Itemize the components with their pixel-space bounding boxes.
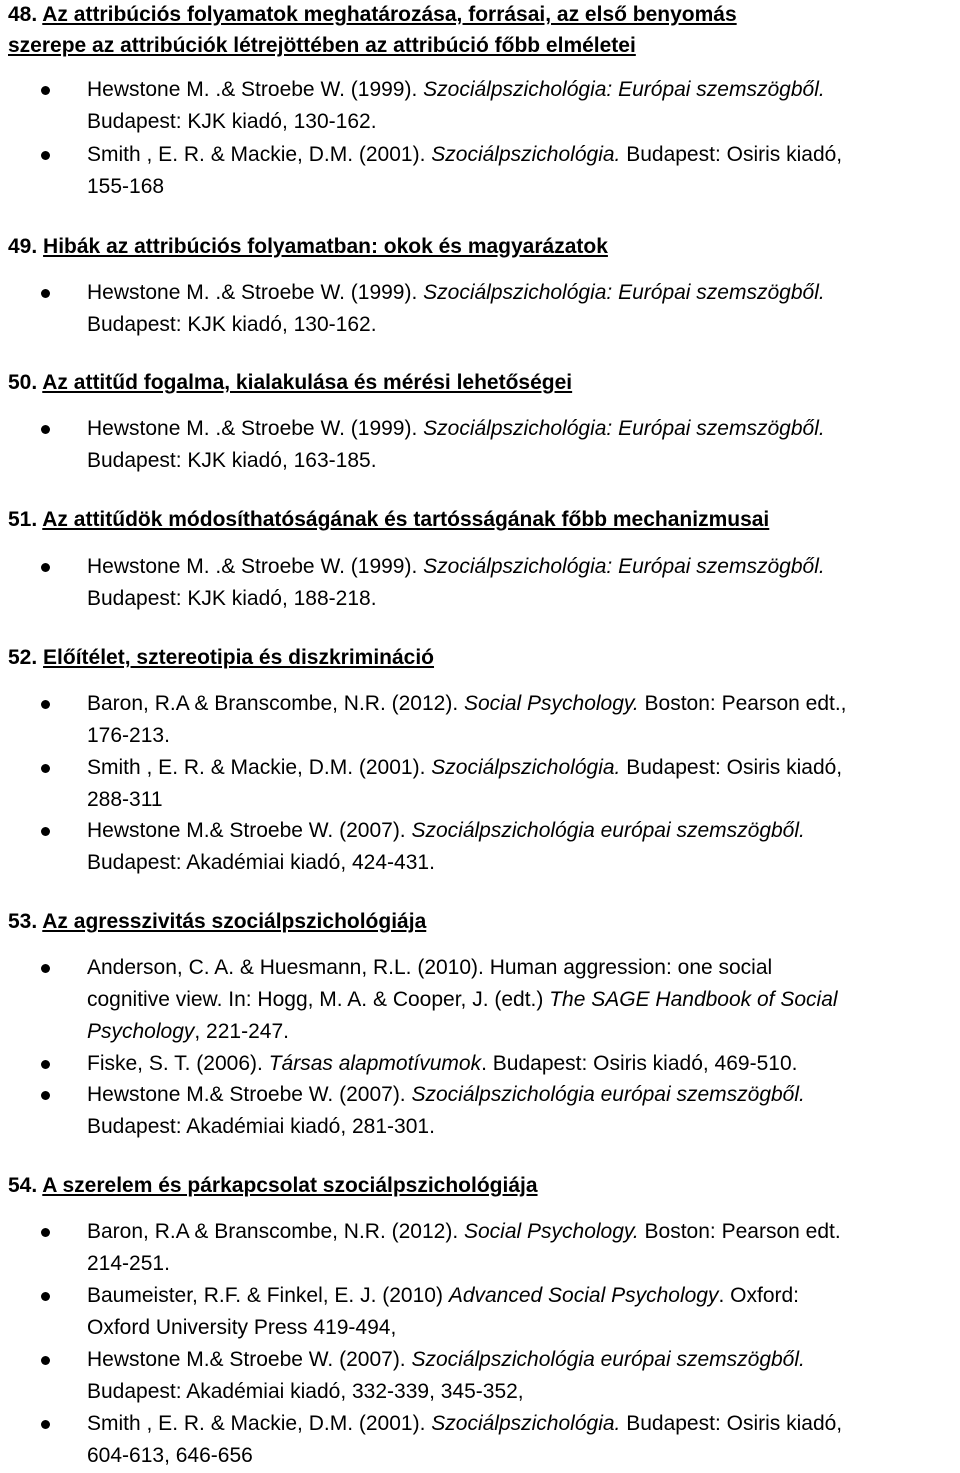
section-title-line2: szerepe az attribúciók létrejöttében az attribúció főbb elméletei [8, 34, 636, 57]
reference-text: Hewstone M.& Stroebe W. (2007). Szociálpszichológia európai szemszögből. Budapest: Akadémiai kiadó, 281-301. [87, 1083, 805, 1138]
section-title: Az attitűdök módosíthatóságának és tartósságának főbb mechanizmusai [42, 508, 770, 531]
section-number: 50. [8, 371, 38, 394]
bullet-icon [41, 764, 50, 773]
bullet-icon [41, 964, 50, 973]
bullet-icon [41, 1420, 50, 1429]
reference-text: Smith , E. R. & Mackie, D.M. (2001). Szociálpszichológia. Budapest: Osiris kiadó, 155-168 [87, 143, 843, 198]
section-heading [8, 0, 737, 30]
reference-text: Baron, R.A & Branscombe, N.R. (2012). Social Psychology. Boston: Pearson edt. 214-251. [87, 1220, 841, 1275]
section-title: Hibák az attribúciós folyamatban: okok és magyarázatok [43, 235, 608, 258]
reference-text: Smith , E. R. & Mackie, D.M. (2001). Szociálpszichológia. Budapest: Osiris kiadó, 288-311 [87, 756, 843, 811]
bullet-icon [41, 827, 50, 836]
reference-text: Baumeister, R.F. & Finkel, E. J. (2010) Advanced Social Psychology. Oxford: Oxford University Press 419-494, [87, 1284, 800, 1339]
reference-text: Baron, R.A & Branscombe, N.R. (2012). Social Psychology. Boston: Pearson edt., 176-213. [87, 692, 847, 747]
reference-text: Hewstone M.& Stroebe W. (2007). Szociálpszichológia európai szemszögből. Budapest: Akadémiai kiadó, 424-431. [87, 819, 805, 874]
bullet-icon [41, 1228, 50, 1237]
section-heading-line2 [8, 31, 636, 61]
reference-text: Hewstone M.& Stroebe W. (2007). Szociálpszichológia európai szemszögből. Budapest: Akadémiai kiadó, 332-339, 345-352, [87, 1348, 805, 1403]
bullet-icon [41, 1060, 50, 1069]
bullet-icon [41, 1292, 50, 1301]
reference-text: Smith , E. R. & Mackie, D.M. (2001). Szociálpszichológia. Budapest: Osiris kiadó, 604-613, 646-656 [87, 1412, 843, 1467]
bullet-icon [41, 289, 50, 298]
section-heading [8, 1171, 538, 1201]
section-number: 48. [8, 3, 38, 26]
section-heading [8, 907, 426, 937]
reference-text: Hewstone M. .& Stroebe W. (1999). Szociálpszichológia: Európai szemszögből. Budapest: KJK kiadó, 188-218. [87, 555, 825, 610]
section-heading [8, 643, 434, 673]
bullet-icon [41, 425, 50, 434]
section-number: 52. [8, 646, 38, 669]
section-heading [8, 232, 608, 262]
bullet-icon [41, 86, 50, 95]
bullet-icon [41, 700, 50, 709]
reference-text: Anderson, C. A. & Huesmann, R.L. (2010). Human aggression: one social cognitive view. In: Hogg, M. A. & Cooper, J. (edt.) The SAGE Handbook of Social Psychology, 221-247. [87, 956, 838, 1043]
bullet-icon [41, 1091, 50, 1100]
section-heading [8, 368, 572, 398]
reference-text: Fiske, S. T. (2006). Társas alapmotívumok. Budapest: Osiris kiadó, 469-510. [87, 1052, 798, 1075]
bullet-icon [41, 151, 50, 160]
section-title: Az attitűd fogalma, kialakulása és mérési lehetőségei [42, 371, 573, 394]
reference-text: Hewstone M. .& Stroebe W. (1999). Szociálpszichológia: Európai szemszögből. Budapest: KJK kiadó, 130-162. [87, 78, 825, 133]
section-title: A szerelem és párkapcsolat szociálpszichológiája [42, 1174, 538, 1197]
section-number: 54. [8, 1174, 38, 1197]
section-title: Az attribúciós folyamatok meghatározása, forrásai, az első benyomás [42, 3, 737, 26]
section-heading [8, 505, 769, 535]
reference-text: Hewstone M. .& Stroebe W. (1999). Szociálpszichológia: Európai szemszögből. Budapest: KJK kiadó, 130-162. [87, 281, 825, 336]
section-number: 49. [8, 235, 38, 258]
section-title: Az agresszivitás szociálpszichológiája [42, 910, 427, 933]
reference-text: Hewstone M. .& Stroebe W. (1999). Szociálpszichológia: Európai szemszögből. Budapest: KJK kiadó, 163-185. [87, 417, 825, 472]
bullet-icon [41, 563, 50, 572]
section-number: 53. [8, 910, 38, 933]
section-number: 51. [8, 508, 38, 531]
section-title: Előítélet, sztereotipia és diszkrimináció [43, 646, 435, 669]
bullet-icon [41, 1356, 50, 1365]
